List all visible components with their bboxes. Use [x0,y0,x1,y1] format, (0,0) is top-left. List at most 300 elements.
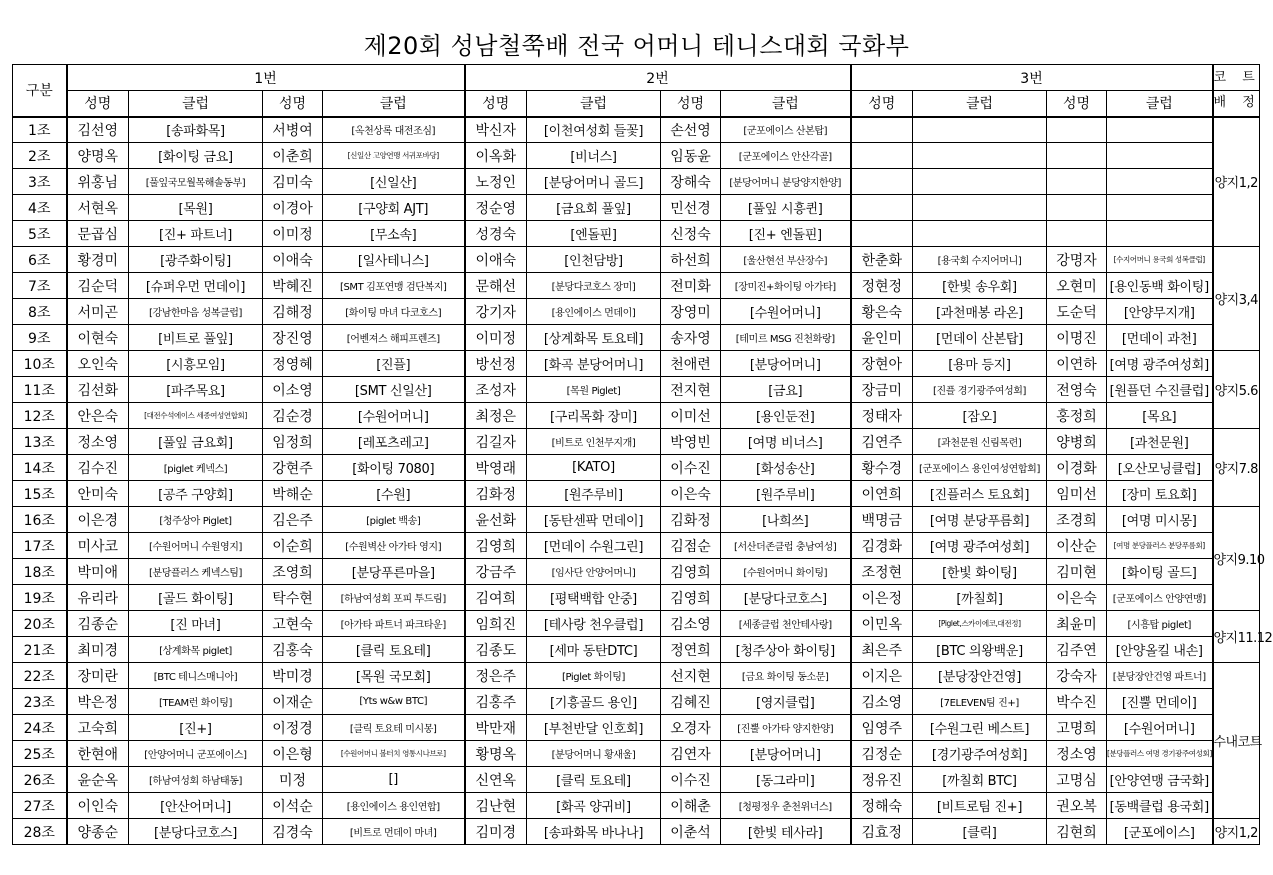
player-name: 최은주 [851,637,913,663]
player-name: 이수진 [661,767,721,793]
player-name: 이석순 [263,793,323,819]
page-title: 제20회 성남철쭉배 전국 어머니 테니스대회 국화부 [363,32,910,60]
player-club: [수원어머니] [721,299,851,325]
player-club: [영지클럽] [721,689,851,715]
player-club: [기흥골드 용인] [527,689,661,715]
player-name: 고현숙 [263,611,323,637]
player-club: [한빛 테사라] [721,819,851,845]
player-club: [화성송산] [721,455,851,481]
header-name: 성명 [661,91,721,117]
player-name: 탁수현 [263,585,323,611]
player-club: [금요회 풀잎] [527,195,661,221]
player-club [1107,221,1213,247]
player-name: 조경희 [1047,507,1107,533]
table-row [13,455,1260,481]
player-name: 김영희 [661,585,721,611]
player-name: 장해숙 [661,169,721,195]
player-name: 양종순 [67,819,129,845]
player-name: 김미숙 [263,169,323,195]
player-club: [] [323,767,465,793]
player-club: [BTC 테니스매니아] [129,663,263,689]
player-club: [비트로 풀잎] [129,325,263,351]
player-name: 오현미 [1047,273,1107,299]
player-name: 미정 [263,767,323,793]
group-label: 10조 [13,351,67,377]
player-name: 이연하 [1047,351,1107,377]
group-label: 8조 [13,299,67,325]
table-row [13,611,1260,637]
player-club: [Piglet,스카이에코,대전정] [913,611,1047,637]
table-row [13,351,1260,377]
player-club: [화이팅 골드] [1107,559,1213,585]
player-name: 황수경 [851,455,913,481]
player-club: [수원어머니] [1107,715,1213,741]
player-club: [여명 광주여성회] [1107,351,1213,377]
player-club: [분당어머니 분당양지한양] [721,169,851,195]
player-club: [분당푸른마을] [323,559,465,585]
player-club: [군포에이스 산본탑] [721,117,851,143]
player-name: 양병희 [1047,429,1107,455]
group-label: 11조 [13,377,67,403]
player-club: [용인동백 화이팅] [1107,273,1213,299]
player-name: 한현애 [67,741,129,767]
player-club: [수원어머니 수원영지] [129,533,263,559]
player-club: [화곡 분당어머니] [527,351,661,377]
player-club: [원주루비] [527,481,661,507]
group-label: 27조 [13,793,67,819]
player-club: [수원어머니] [323,403,465,429]
player-name: 이연희 [851,481,913,507]
player-club: [이천여성회 들꽃] [527,117,661,143]
player-name: 장영미 [661,299,721,325]
player-club: [안산어머니] [129,793,263,819]
header-name: 성명 [465,91,527,117]
player-name: 이춘석 [661,819,721,845]
player-club: [경기광주여성회] [913,741,1047,767]
player-name: 김길자 [465,429,527,455]
player-name [851,221,913,247]
player-name: 홍정희 [1047,403,1107,429]
player-name: 김점순 [661,533,721,559]
player-name: 이수진 [661,455,721,481]
player-club: [청주상아 화이팅] [721,637,851,663]
player-club: [동그라미] [721,767,851,793]
player-club: [레포츠레고] [323,429,465,455]
draw-table-body [13,117,1273,845]
court-assignment: 양지9.10 [1213,507,1260,611]
player-name: 이은경 [67,507,129,533]
player-club: [과천문원] [1107,429,1213,455]
player-club: [클릭] [913,819,1047,845]
player-club: [대전수석에이스 세종여성연합회] [129,403,263,429]
player-club: [SMT 김포연맹 검단복지] [323,273,465,299]
table-row [13,273,1260,299]
player-name: 박만재 [465,715,527,741]
group-label: 1조 [13,117,67,143]
court-assignment: 양지5.6 [1213,351,1260,429]
player-name: 이경화 [1047,455,1107,481]
player-name: 김여희 [465,585,527,611]
header-name: 성명 [67,91,129,117]
player-name: 임희진 [465,611,527,637]
player-name: 이미정 [263,221,323,247]
header-club: 클럽 [913,91,1047,117]
draw-table [12,64,1273,845]
player-club [1107,195,1213,221]
player-name: 황은숙 [851,299,913,325]
player-club: [구양회 AJT] [323,195,465,221]
player-name: 정현정 [851,273,913,299]
player-club: [목원 국모회] [323,663,465,689]
player-club: [안양어머니 군포에이스] [129,741,263,767]
header-club: 클럽 [721,91,851,117]
header-club: 클럽 [323,91,465,117]
player-club: [piglet 백송] [323,507,465,533]
player-name: 박영빈 [661,429,721,455]
player-club: [파주목요] [129,377,263,403]
player-club: [용국회 수지어머니] [913,247,1047,273]
player-name: 박영래 [465,455,527,481]
group-label: 2조 [13,143,67,169]
player-club: [골드 화이팅] [129,585,263,611]
group-label: 28조 [13,819,67,845]
player-name: 한춘화 [851,247,913,273]
group-label: 17조 [13,533,67,559]
player-club: [진플 경기광주여성회] [913,377,1047,403]
player-name: 임미선 [1047,481,1107,507]
player-club: [세마 동탄DTC] [527,637,661,663]
player-name: 정순영 [465,195,527,221]
player-club: [분당장안건영 파트너] [1107,663,1213,689]
player-club: [클릭 토요테 미시몽] [323,715,465,741]
player-name: 강기자 [465,299,527,325]
table-row [13,377,1260,403]
table-row [13,247,1260,273]
player-club: [광주화이팅] [129,247,263,273]
player-name: 이미정 [465,325,527,351]
player-name: 방선정 [465,351,527,377]
group-label: 5조 [13,221,67,247]
player-name: 김연자 [661,741,721,767]
player-club [1107,143,1213,169]
header-court-top: 코 트 [1213,65,1260,91]
player-club: [분당장안건영] [913,663,1047,689]
player-name: 윤순옥 [67,767,129,793]
player-name: 김경숙 [263,819,323,845]
player-club: [나희쓰] [721,507,851,533]
player-name: 전지현 [661,377,721,403]
player-name [1047,195,1107,221]
table-row [13,195,1260,221]
player-name: 전영숙 [1047,377,1107,403]
table-row [13,715,1260,741]
player-name: 정태자 [851,403,913,429]
player-name: 최미경 [67,637,129,663]
player-name: 김선영 [67,117,129,143]
player-club [913,143,1047,169]
player-club [913,195,1047,221]
player-name: 김순경 [263,403,323,429]
player-club: [용마 등지] [913,351,1047,377]
player-club: [한빛 송우회] [913,273,1047,299]
player-name: 임영주 [851,715,913,741]
player-name: 전미화 [661,273,721,299]
player-club: [목요] [1107,403,1213,429]
player-club: [비너스] [527,143,661,169]
player-name: 장미란 [67,663,129,689]
player-club: [무소속] [323,221,465,247]
player-club: [일사테니스] [323,247,465,273]
player-club: [장미 토요회] [1107,481,1213,507]
player-club: [오산모닝클럽] [1107,455,1213,481]
player-club: [구리목화 장미] [527,403,661,429]
player-club: [과천문원 신림목련] [913,429,1047,455]
player-club [1107,117,1213,143]
player-name: 박해순 [263,481,323,507]
player-name: 김홍주 [465,689,527,715]
player-name: 송자영 [661,325,721,351]
player-name: 이은숙 [661,481,721,507]
player-club: [비트로 먼데이 마녀] [323,819,465,845]
player-name: 김경화 [851,533,913,559]
player-club: [여명 광주여성회] [913,533,1047,559]
group-label: 9조 [13,325,67,351]
player-name: 박신자 [465,117,527,143]
player-name: 김소영 [851,689,913,715]
player-club: [군포에이스 안양연맹] [1107,585,1213,611]
player-name: 김효정 [851,819,913,845]
player-name: 노정인 [465,169,527,195]
player-name: 이은숙 [1047,585,1107,611]
player-name: 이지은 [851,663,913,689]
player-club: [진+ 파트너] [129,221,263,247]
player-club: [강남한마음 성복클럽] [129,299,263,325]
player-name: 김홍숙 [263,637,323,663]
player-club: [클릭 토요테] [527,767,661,793]
player-name: 미사코 [67,533,129,559]
player-name: 이옥화 [465,143,527,169]
player-club: [목원] [129,195,263,221]
header-group-1: 1번 [67,65,465,91]
player-name: 박미애 [67,559,129,585]
player-name: 이미선 [661,403,721,429]
player-club: [신일산] [323,169,465,195]
player-club: [비트로팀 진+] [913,793,1047,819]
player-name: 장금미 [851,377,913,403]
court-assignment: 양지7.8 [1213,429,1260,507]
player-club: [아가타 파트너 파크타운] [323,611,465,637]
player-club: [분당어머니 황새울] [527,741,661,767]
player-name [1047,143,1107,169]
player-name: 위홍님 [67,169,129,195]
player-club: [분당다코호스] [129,819,263,845]
player-name [851,169,913,195]
player-club [913,169,1047,195]
player-name: 김난현 [465,793,527,819]
group-label: 15조 [13,481,67,507]
court-assignment: 수내코트 [1213,663,1260,819]
player-name: 이민옥 [851,611,913,637]
table-row [13,169,1260,195]
player-name: 김은주 [263,507,323,533]
player-club: [청주상아 Piglet] [129,507,263,533]
player-club: [진플러스 토요회] [913,481,1047,507]
player-club: [BTC 의왕백운] [913,637,1047,663]
table-row [13,221,1260,247]
player-club: [진+] [129,715,263,741]
player-club: [용인둔전] [721,403,851,429]
group-label: 3조 [13,169,67,195]
player-club: [하남여성회 하남태동] [129,767,263,793]
table-row [13,429,1260,455]
player-club [913,117,1047,143]
player-name: 신정숙 [661,221,721,247]
table-row [13,637,1260,663]
player-name: 유리라 [67,585,129,611]
player-name: 문해선 [465,273,527,299]
player-name: 이명진 [1047,325,1107,351]
player-club: [까칠회] [913,585,1047,611]
player-name: 이산순 [1047,533,1107,559]
player-name: 성경숙 [465,221,527,247]
player-club: [비트로 인천무지개] [527,429,661,455]
player-club: [상계화목 piglet] [129,637,263,663]
player-name: 안은숙 [67,403,129,429]
court-assignment: 양지3,4 [1213,247,1260,351]
player-name: 이순희 [263,533,323,559]
player-club: [수지어머니 용국회 성복클럽] [1107,247,1213,273]
player-name: 박은정 [67,689,129,715]
player-club: [군포에이스 안산각골] [721,143,851,169]
header-gubun: 구분 [13,65,67,117]
player-club: [화이팅 마녀 다코호스] [323,299,465,325]
player-name: 박혜진 [263,273,323,299]
player-club: [동백클럽 용국회] [1107,793,1213,819]
player-club: [먼데이 산본탑] [913,325,1047,351]
header-group-2: 2번 [465,65,851,91]
player-name: 민선경 [661,195,721,221]
group-label: 25조 [13,741,67,767]
group-label: 24조 [13,715,67,741]
group-label: 21조 [13,637,67,663]
player-name [851,143,913,169]
player-club: [수원어머니 화이팅] [721,559,851,585]
table-row [13,663,1260,689]
player-name: 윤인미 [851,325,913,351]
player-name: 장진영 [263,325,323,351]
player-name: 조성자 [465,377,527,403]
player-club: [풀잎국모월목해솔동부] [129,169,263,195]
player-name: 안미숙 [67,481,129,507]
header-court-bottom: 배 정 [1213,91,1260,117]
player-club: [수원벽산 아가타 영지] [323,533,465,559]
table-row [13,689,1260,715]
table-row [13,559,1260,585]
player-name [1047,117,1107,143]
player-name: 이애숙 [465,247,527,273]
player-name: 김수진 [67,455,129,481]
player-name: 김종도 [465,637,527,663]
player-name [1047,169,1107,195]
player-name: 최정은 [465,403,527,429]
player-name: 이애숙 [263,247,323,273]
player-club: [안양올킬 내손] [1107,637,1213,663]
court-assignment: 양지11.12 [1213,611,1260,663]
player-name: 임동윤 [661,143,721,169]
player-name: 김연주 [851,429,913,455]
player-name: 김선화 [67,377,129,403]
player-club: [서산더존클럽 충남여성] [721,533,851,559]
player-name: 이재순 [263,689,323,715]
player-name: 정은주 [465,663,527,689]
group-label: 20조 [13,611,67,637]
player-club: [상계화목 토요테] [527,325,661,351]
player-name: 양명옥 [67,143,129,169]
player-club: [진뿔 먼데이] [1107,689,1213,715]
player-club: [군포에이스 용인여성연합회] [913,455,1047,481]
player-name: 도순덕 [1047,299,1107,325]
player-name: 이소영 [263,377,323,403]
player-club: [여명 분당푸름회] [913,507,1047,533]
player-name: 이현숙 [67,325,129,351]
player-club: [울산현선 부산장수] [721,247,851,273]
player-name: 강현주 [263,455,323,481]
player-club: [여명 비너스] [721,429,851,455]
table-row [13,117,1260,143]
player-name: 이경아 [263,195,323,221]
player-name: 정연희 [661,637,721,663]
header-club: 클럽 [527,91,661,117]
header-group-3: 3번 [851,65,1213,91]
player-name: 정소영 [67,429,129,455]
player-club: [수원그린 베스트] [913,715,1047,741]
player-name: 김현희 [1047,819,1107,845]
player-club: [세종클럽 천안테사랑] [721,611,851,637]
table-row [13,325,1260,351]
player-club: [임사단 안양어머니] [527,559,661,585]
player-name: 이은형 [263,741,323,767]
player-name: 고숙희 [67,715,129,741]
player-club: [테사랑 천우클럽] [527,611,661,637]
player-club: [슈퍼우먼 먼데이] [129,273,263,299]
group-label: 18조 [13,559,67,585]
player-club: [클릭 토요테] [323,637,465,663]
header-name: 성명 [851,91,913,117]
player-name: 이해춘 [661,793,721,819]
player-club [1107,169,1213,195]
player-club: [먼데이 수원그린] [527,533,661,559]
player-club: [테미르 MSG 진천화랑] [721,325,851,351]
player-name [851,117,913,143]
player-name: 서현옥 [67,195,129,221]
player-club: [공주 구양회] [129,481,263,507]
player-name: 신연옥 [465,767,527,793]
player-club: [piglet 케넥스] [129,455,263,481]
player-club: [어벤져스 해피프렌즈] [323,325,465,351]
player-name: 정유진 [851,767,913,793]
player-name [851,195,913,221]
player-name: 손선영 [661,117,721,143]
table-row [13,767,1260,793]
player-club: [Piglet 화이팅] [527,663,661,689]
player-club: [진 마녀] [129,611,263,637]
player-club: [하남여성회 포피 투드림] [323,585,465,611]
player-name: 박미경 [263,663,323,689]
player-name: 김순덕 [67,273,129,299]
player-club: [잠오] [913,403,1047,429]
player-name: 김종순 [67,611,129,637]
player-name: 서미곤 [67,299,129,325]
